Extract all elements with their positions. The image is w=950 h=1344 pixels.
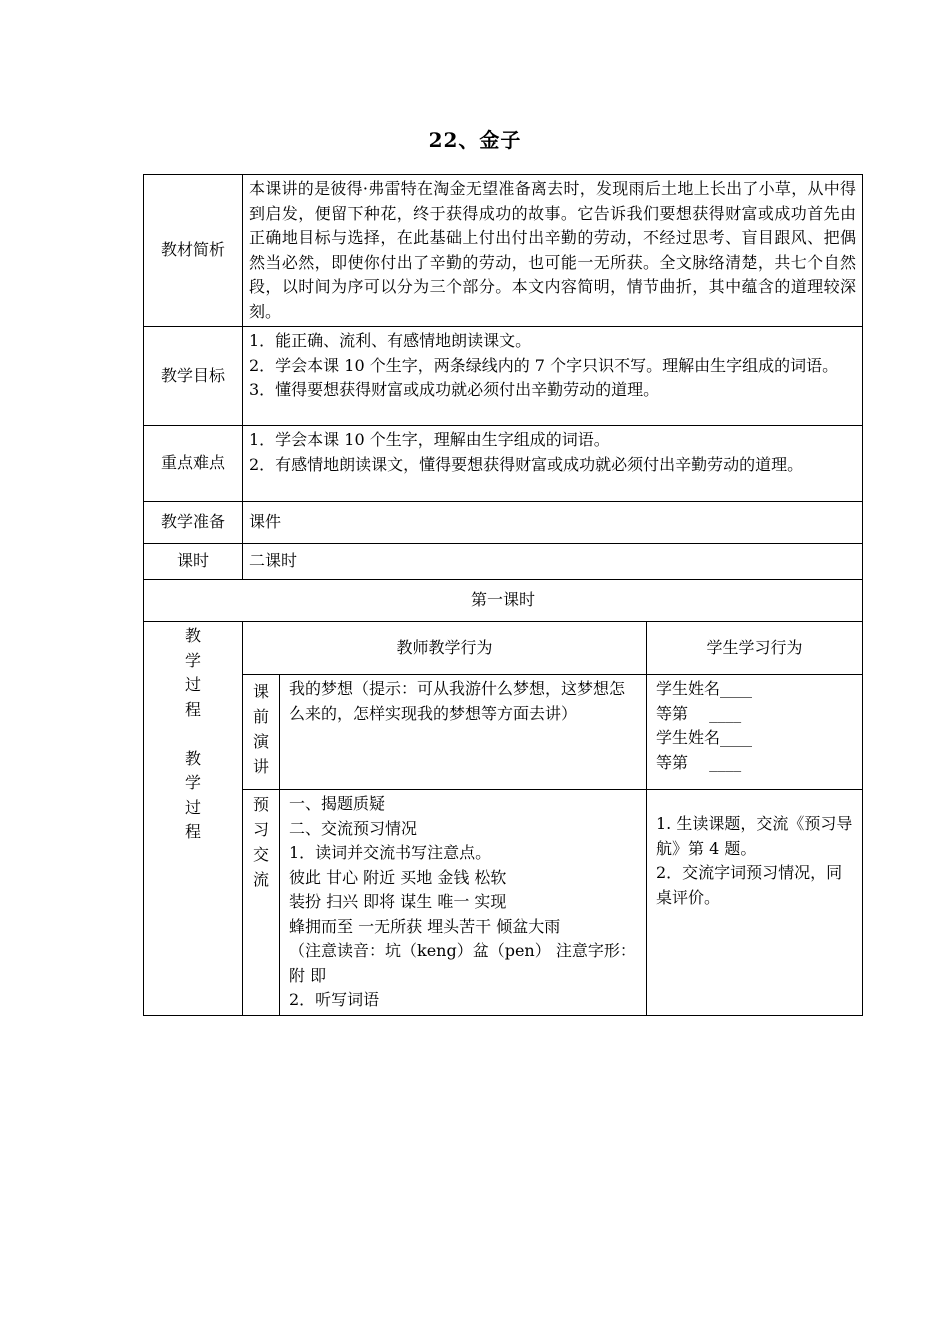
step-name: 课 前 演 讲 (252, 682, 269, 776)
process-label: 教 学 过 程 教 学 过 程 (184, 626, 201, 841)
row-analysis (144, 175, 863, 327)
student-header: 学生学习行为 (647, 622, 863, 675)
content-keypoints: 1．学会本课 10 个生字，理解由生字组成的词语。 2．有感情地朗读课文，懂得要想获得财富或成功就必须付出辛勤劳动的道理。 (249, 430, 804, 474)
page-title: 22、金子 (428, 128, 522, 152)
session-title: 第一课时 (144, 580, 863, 622)
row-process-header (144, 622, 863, 675)
step-student: 1. 生读课题，交流《预习导航》第 4 题。 2．交流字词预习情况，同桌评价。 (656, 814, 853, 907)
step-teacher: 我的梦想（提示：可从我游什么梦想，这梦想怎么来的，怎样实现我的梦想等方面去讲） (280, 675, 647, 790)
row-prep (144, 502, 863, 544)
label-hours: 课时 (144, 544, 243, 580)
teacher-header: 教师教学行为 (243, 622, 647, 675)
label-keypoints: 重点难点 (144, 426, 243, 502)
step-name: 预 习 交 流 (252, 795, 269, 889)
process-step-row (144, 790, 863, 1016)
lesson-plan-table (143, 174, 863, 1016)
label-prep: 教学准备 (144, 502, 243, 544)
label-analysis: 教材简析 (144, 175, 243, 327)
step-student: 学生姓名____ 等第 ____ 学生姓名____ 等第 ____ (656, 679, 753, 772)
label-goals: 教学目标 (144, 327, 243, 426)
content-hours: 二课时 (243, 544, 863, 580)
step-teacher: 一、揭题质疑 二、交流预习情况 1．读词并交流书写注意点。 彼此 甘心 附近 买地 金钱 松软 装扮 扫兴 即将 谋生 唯一 实现 蜂拥而至 一无所获 埋头苦干 倾盆大雨 （注意读音：坑（keng）盆（pen） 注意字形：附 即 2．听写词语 (289, 794, 636, 1009)
process-step-row (144, 675, 863, 790)
row-session-title (144, 580, 863, 622)
row-keypoints (144, 426, 863, 502)
content-analysis: 本课讲的是彼得·弗雷特在淘金无望准备离去时，发现雨后土地上长出了小草，从中得到启发，便留下种花，终于获得成功的故事。它告诉我们要想获得财富或成功首先由正确地目标与选择，在此基础上付出付出辛勤的劳动，不经过思考、盲目跟风、把偶然当必然，即使你付出了辛勤的劳动，也可能一无所获。全文脉络清楚，共七个自然段，以时间为序可以分为三个部分。本文内容简明，情节曲折，其中蕴含的道理较深刻。 (243, 175, 863, 327)
row-hours (144, 544, 863, 580)
content-goals: 1．能正确、流利、有感情地朗读课文。 2．学会本课 10 个生字，两条绿线内的 7 个字只识不写。理解由生字组成的词语。 3．懂得要想获得财富或成功就必须付出辛勤劳动的道理。 (249, 331, 839, 399)
row-goals (144, 327, 863, 426)
content-prep: 课件 (243, 502, 863, 544)
